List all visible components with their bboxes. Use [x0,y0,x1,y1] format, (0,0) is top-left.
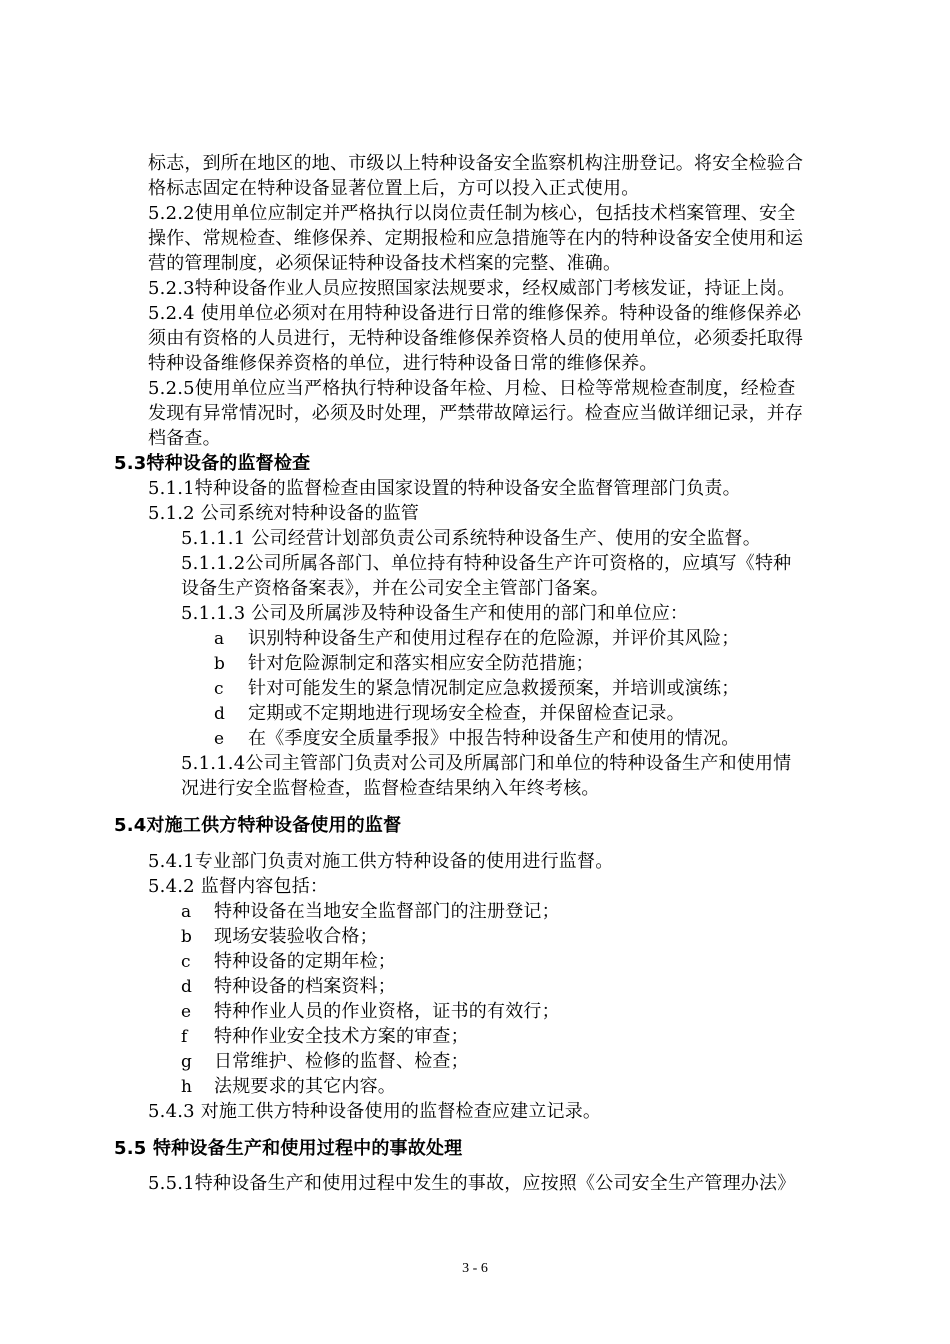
body-line: 特种设备维修保养资格的单位，进行特种设备日常的维修保养。 [148,353,658,374]
body-line: 况进行安全监督检查，监督检查结果纳入年终考核。 [181,778,600,799]
body-line: 营的管理制度，必须保证特种设备技术档案的完整、准确。 [148,253,622,274]
body-line: 发现有异常情况时，必须及时处理，严禁带故障运行。检查应当做详细记录，并存 [148,403,804,424]
list-marker: f [181,1027,188,1047]
list-item: 日常维护、检修的监督、检查； [214,1051,469,1072]
list-marker: c [181,952,191,972]
body-line: 档备查。 [148,428,221,449]
list-item: 现场安装验收合格； [214,926,378,947]
body-line: 5.1.1.1 公司经营计划部负责公司系统特种设备生产、使用的安全监督。 [181,528,761,549]
body-line: 标志，到所在地区的地、市级以上特种设备安全监察机构注册登记。将安全检验合 [148,153,804,174]
list-item: 针对危险源制定和落实相应安全防范措施； [248,653,594,674]
body-line: 5.2.5使用单位应当严格执行特种设备年检、月检、日检等常规检查制度，经检查 [148,378,796,399]
body-line: 设备生产资格备案表》，并在公司安全主管部门备案。 [181,578,609,599]
list-marker: c [214,679,224,699]
page-number: 3 - 6 [462,1261,488,1276]
list-item: 特种设备的定期年检； [214,951,396,972]
body-line: 格标志固定在特种设备显著位置上后，方可以投入正式使用。 [148,178,640,199]
body-line: 5.5.1特种设备生产和使用过程中发生的事故，应按照《公司安全生产管理办法》 [148,1173,796,1194]
list-item: 特种设备的档案资料； [214,976,396,997]
list-marker: g [181,1052,192,1072]
section-heading: 5.5 特种设备生产和使用过程中的事故处理 [114,1138,463,1159]
body-line: 5.2.4 使用单位必须对在用特种设备进行日常的维修保养。特种设备的维修保养必 [148,303,802,324]
body-line: 5.1.1特种设备的监督检查由国家设置的特种设备安全监督管理部门负责。 [148,478,741,499]
body-line: 5.4.1专业部门负责对施工供方特种设备的使用进行监督。 [148,851,614,872]
list-marker: h [181,1077,192,1097]
list-item: 特种作业安全技术方案的审查； [214,1026,469,1047]
body-line: 5.4.2 监督内容包括： [148,876,329,897]
body-line: 5.4.3 对施工供方特种设备使用的监督检查应建立记录。 [148,1101,602,1122]
list-item: 法规要求的其它内容。 [214,1076,396,1097]
list-marker: b [214,654,225,674]
body-line: 5.2.2使用单位应制定并严格执行以岗位责任制为核心，包括技术档案管理、安全 [148,203,796,224]
list-marker: b [181,927,192,947]
list-marker: e [214,729,225,749]
list-marker: e [181,1002,192,1022]
body-line: 5.2.3特种设备作业人员应按照国家法规要求，经权威部门考核发证，持证上岗。 [148,278,796,299]
body-line: 5.1.1.4公司主管部门负责对公司及所属部门和单位的特种设备生产和使用情 [181,753,792,774]
list-item: 针对可能发生的紧急情况制定应急救援预案，并培训或演练； [248,678,740,699]
list-item: 在《季度安全质量季报》中报告特种设备生产和使用的情况。 [248,728,740,749]
body-line: 5.1.1.2公司所属各部门、单位持有特种设备生产许可资格的，应填写《特种 [181,553,792,574]
list-item: 识别特种设备生产和使用过程存在的危险源，并评价其风险； [248,628,740,649]
list-marker: a [214,629,225,649]
list-marker: d [181,977,192,997]
section-heading: 5.3特种设备的监督检查 [114,453,311,474]
body-line: 5.1.1.3 公司及所属涉及特种设备生产和使用的部门和单位应： [181,603,689,624]
body-line: 操作、常规检查、维修保养、定期报检和应急措施等在内的特种设备安全使用和运 [148,228,804,249]
list-item: 特种设备在当地安全监督部门的注册登记； [214,901,560,922]
list-marker: a [181,902,192,922]
body-line: 5.1.2 公司系统对特种设备的监管 [148,503,420,524]
list-item: 特种作业人员的作业资格，证书的有效行； [214,1001,560,1022]
section-heading: 5.4对施工供方特种设备使用的监督 [114,815,402,836]
body-line: 须由有资格的人员进行，无特种设备维修保养资格人员的使用单位，必须委托取得 [148,328,804,349]
list-marker: d [214,704,225,724]
list-item: 定期或不定期地进行现场安全检查，并保留检查记录。 [248,703,685,724]
